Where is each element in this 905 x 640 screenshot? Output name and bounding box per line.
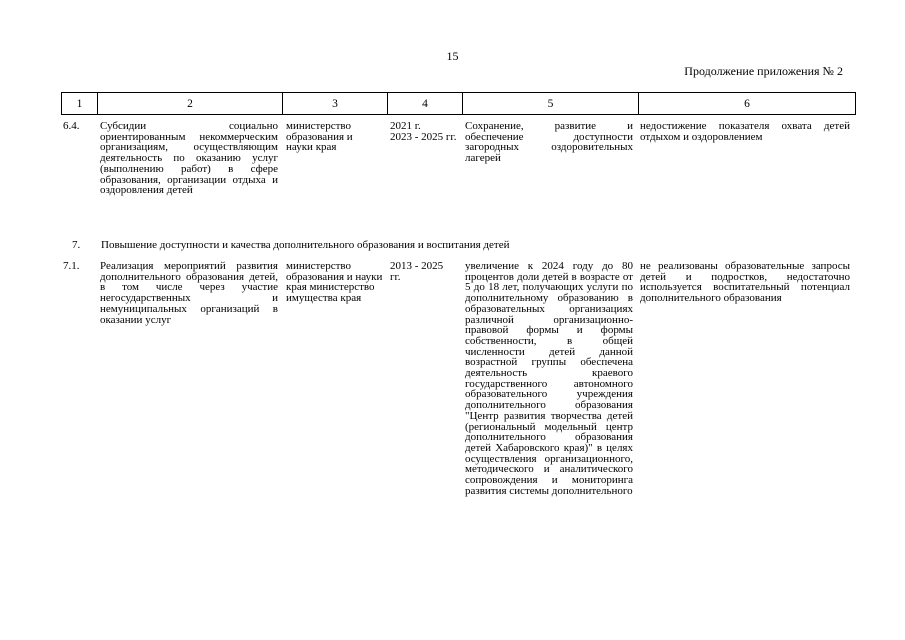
row-7-1-term-line-1: 2013 - 2025	[390, 260, 444, 272]
col-header-2: 2	[98, 93, 283, 115]
continuation-caption: Продолжение приложения № 2	[684, 64, 843, 78]
row-6-4-number: 6.4.	[63, 120, 80, 132]
row-6-4-executor: министерство образования и науки края	[286, 120, 353, 154]
row-6-4-measure: Субсидии социально ориентированным некоммерческим организациям, осуществляющим деятельность по оказанию услуг (выполнению работ) в сфере образования, организации отдыха и оздоровления детей	[100, 120, 278, 197]
row-6-4-term-line-1: 2021 г.	[390, 120, 421, 132]
section-7-number: 7.	[72, 239, 81, 251]
column-header-row	[61, 92, 856, 115]
row-6-4-term-line-2: 2023 - 2025 гг.	[390, 130, 457, 143]
row-7-1-number: 7.1.	[63, 260, 80, 272]
row-6-4-term	[390, 121, 460, 142]
col-header-6: 6	[639, 93, 856, 115]
col-header-1: 1	[62, 93, 98, 115]
row-7-1-term	[390, 261, 460, 282]
row-7-1-executor: министерство образования и науки края министерство имущества края	[286, 260, 383, 305]
page-number: 15	[446, 49, 459, 63]
row-6-4-consequence: недостижение показателя охвата детей отдыхом и оздоровлением	[640, 120, 850, 143]
row-7-1-measure: Реализация мероприятий развития дополнительного образования детей, в том числе через участие негосударственных и немуниципальных организаций в оказании услуг	[100, 260, 278, 326]
row-7-1-result: увеличение к 2024 году до 80 процентов доли детей в возрасте от 5 до 18 лет, получающих услуги по дополнительному образованию в образовательных организациях различной организационно-правовой формы и формы собственности, в общей численности детей данной возрастной группы обеспечена деятельность краевого государственного автономного образовательного учреждения дополнительного образования "Центр развития творчества детей (региональный модельный центр дополнительного образования детей Хабаровского края)" в целях осуществления организационного, методического и аналитического сопровождения и мониторинга развития системы дополнительного	[465, 260, 633, 497]
section-7-title: Повышение доступности и качества дополнительного образования и воспитания детей	[101, 239, 510, 251]
col-header-3: 3	[283, 93, 388, 115]
col-header-4: 4	[388, 93, 463, 115]
row-7-1-term-line-2: гг.	[390, 270, 401, 283]
row-7-1-consequence: не реализованы образовательные запросы детей и подростков, недостаточно используется воспитательный потенциал дополнительного образования	[640, 260, 850, 305]
row-6-4-result: Сохранение, развитие и обеспечение доступности загородных оздоровительных лагерей	[465, 120, 633, 165]
col-header-5: 5	[463, 93, 639, 115]
